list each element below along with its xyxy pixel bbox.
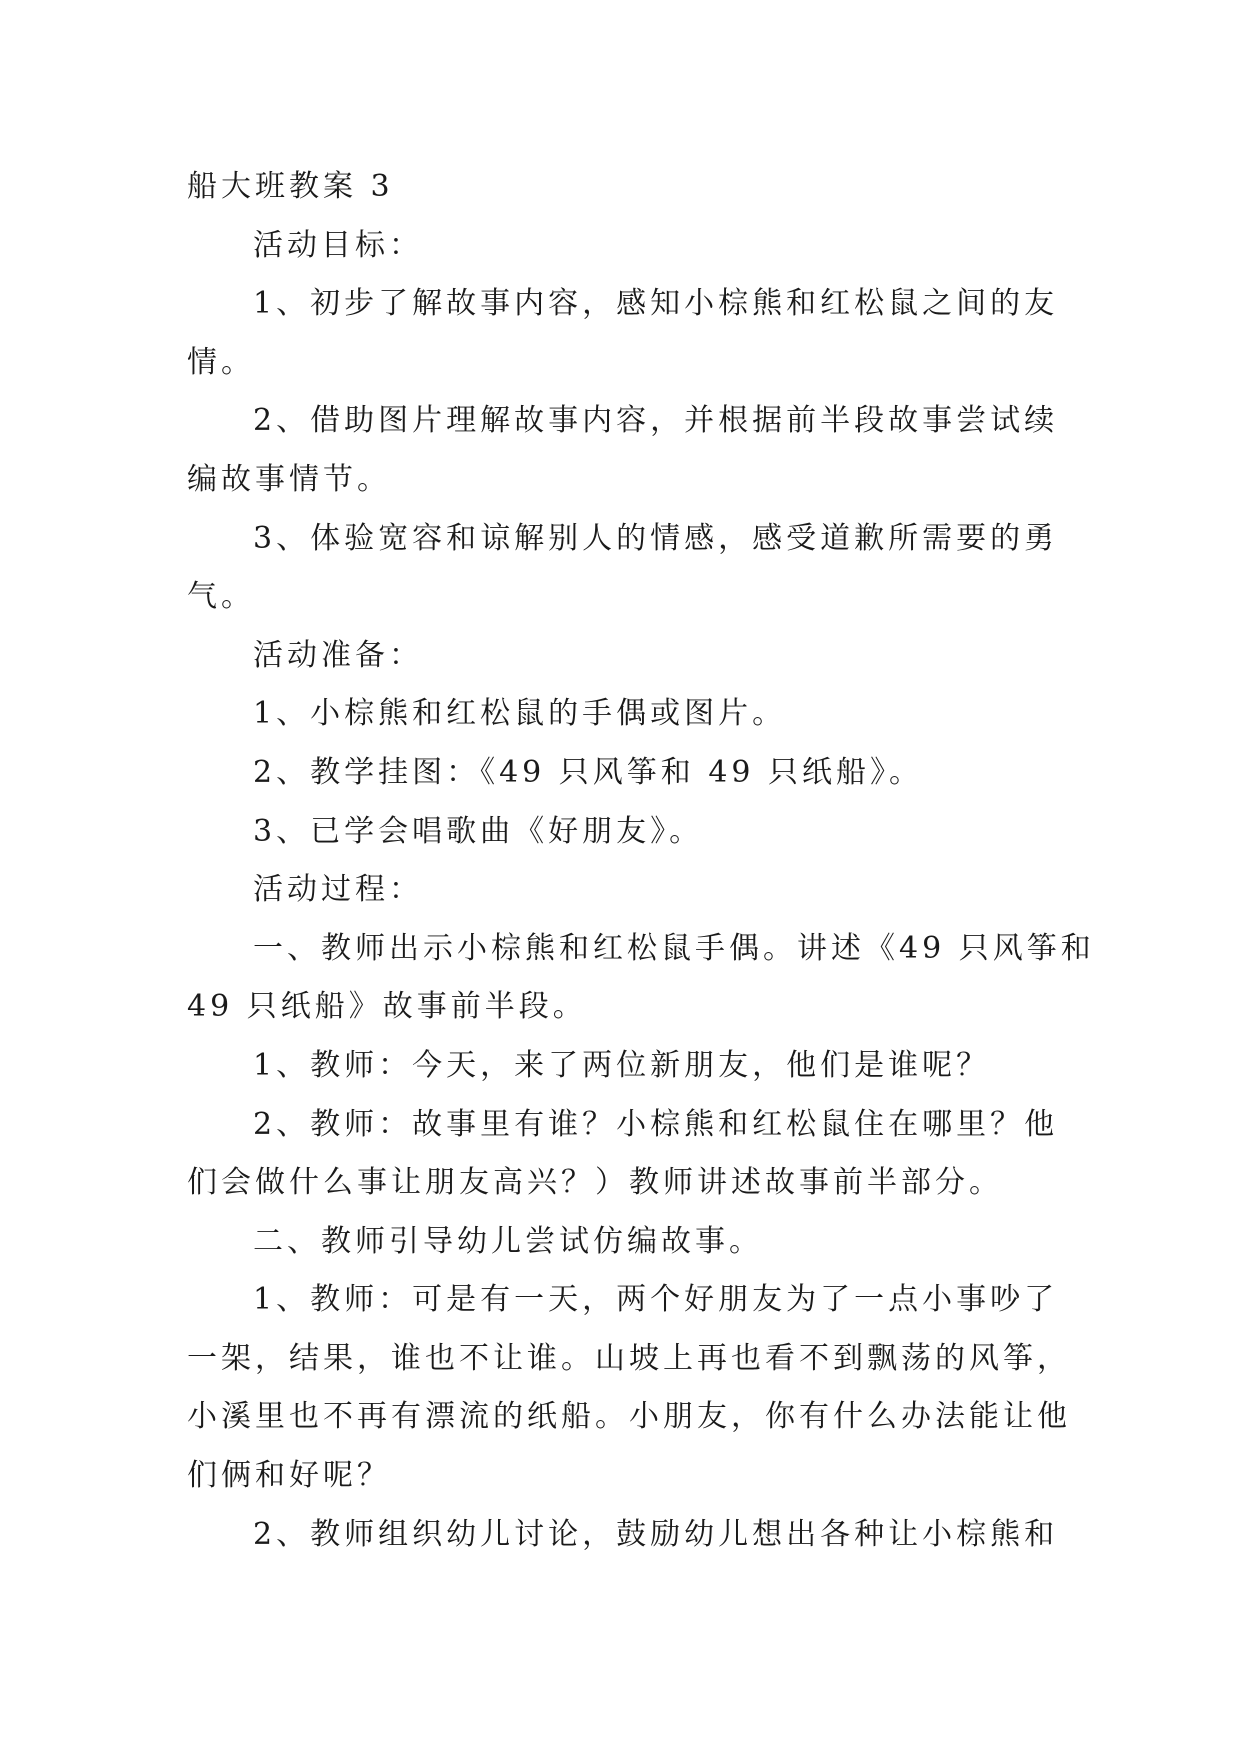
text-line: 1、小棕熊和红松鼠的手偶或图片。 [253,696,787,732]
text-line: 们会做什么事让朋友高兴？）教师讲述故事前半部分。 [187,1165,1003,1201]
text-line: 活动过程： [253,872,423,908]
document-body [187,158,1095,1564]
text-line: 49 只纸船》故事前半段。 [187,989,587,1025]
text-line: 2、借助图片理解故事内容，并根据前半段故事尝试续 [253,403,1059,439]
text-line: 3、已学会唱歌曲《好朋友》。 [253,813,704,849]
text-line: 活动目标： [253,227,423,263]
text-line: 们俩和好呢？ [187,1458,391,1494]
text-line: 小溪里也不再有漂流的纸船。小朋友，你有什么办法能让他 [187,1399,1071,1435]
text-line: 2、教学挂图：《49 只风筝和 49 只纸船》。 [253,754,924,790]
text-line: 2、教师组织幼儿讨论，鼓励幼儿想出各种让小棕熊和 [253,1516,1059,1552]
text-line: 3、体验宽容和谅解别人的情感，感受道歉所需要的勇 [253,520,1059,556]
text-line: 活动准备： [253,637,423,673]
text-line: 1、教师：今天，来了两位新朋友，他们是谁呢？ [253,1047,991,1083]
text-line: 1、初步了解故事内容，感知小棕熊和红松鼠之间的友 [253,286,1059,322]
text-line: 一、教师出示小棕熊和红松鼠手偶。讲述《49 只风筝和 [253,930,1095,966]
text-line: 2、教师：故事里有谁？小棕熊和红松鼠住在哪里？他 [253,1106,1059,1142]
text-line: 编故事情节。 [187,461,391,497]
document-title-line: 船大班教案 3 [187,169,394,204]
text-line: 二、教师引导幼儿尝试仿编故事。 [253,1223,763,1259]
text-line: 气。 [187,579,255,615]
text-line: 1、教师：可是有一天，两个好朋友为了一点小事吵了 [253,1282,1059,1318]
text-line: 一架，结果，谁也不让谁。山坡上再也看不到飘荡的风筝， [187,1340,1071,1376]
text-line: 情。 [187,344,255,380]
